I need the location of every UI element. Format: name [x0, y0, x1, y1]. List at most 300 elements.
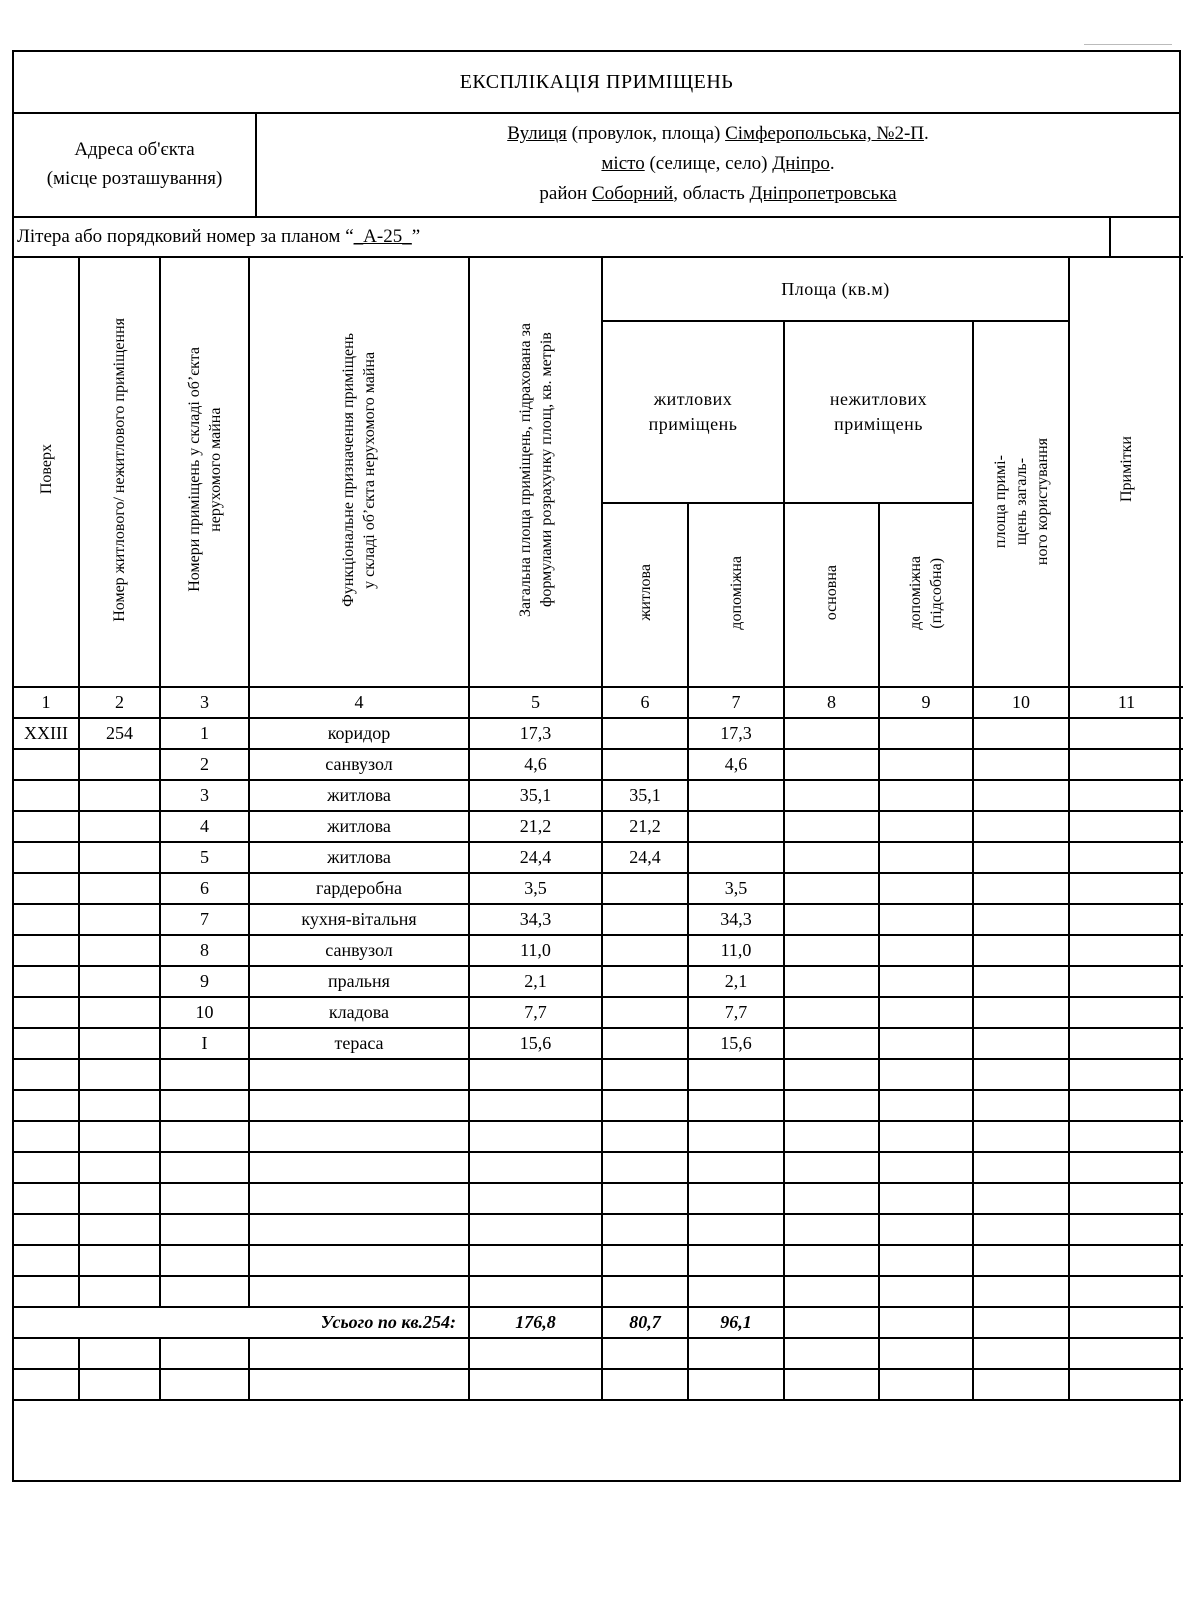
city-end: .: [829, 153, 835, 174]
cell-floor: [14, 749, 79, 780]
address-label: [14, 112, 257, 218]
cell-empty: [784, 1369, 879, 1400]
cell-empty: [879, 1245, 973, 1276]
cell-premise: [79, 749, 160, 780]
cell-empty: [879, 842, 973, 873]
cell-empty: [14, 1183, 79, 1214]
cell-empty: [973, 718, 1069, 749]
header-function: Функціональне призначення приміщень у складі об’єкта нерухомого майна: [249, 257, 469, 687]
cell-empty: [160, 1338, 249, 1369]
cell-empty: [79, 1183, 160, 1214]
cell-empty: [1069, 718, 1183, 749]
cell-empty: [784, 966, 879, 997]
cell-function: тераса: [249, 1028, 469, 1059]
cell-empty: [602, 1059, 688, 1090]
cell-empty: [14, 1059, 79, 1090]
cell-empty: [973, 966, 1069, 997]
cell-empty: [602, 1338, 688, 1369]
table-row: [14, 935, 1183, 966]
col-number: 3: [160, 687, 249, 718]
cell-living: [602, 966, 688, 997]
cell-empty: [79, 1121, 160, 1152]
cell-empty: [469, 1276, 602, 1307]
cell-empty: [602, 1369, 688, 1400]
cell-empty: [784, 749, 879, 780]
cell-empty: [1069, 1028, 1183, 1059]
cell-empty: [1069, 749, 1183, 780]
cell-premise: [79, 935, 160, 966]
cell-aux: 11,0: [688, 935, 784, 966]
explication-table: [14, 256, 1183, 1401]
cell-total: 2,1: [469, 966, 602, 997]
district-prefix: район: [539, 183, 592, 204]
cell-empty: [784, 1276, 879, 1307]
cell-empty: [879, 811, 973, 842]
cell-room: 5: [160, 842, 249, 873]
cell-empty: [469, 1338, 602, 1369]
cell-living: [602, 718, 688, 749]
header-premise-number: Номер житлового/ нежитлового приміщення: [79, 257, 160, 687]
cell-empty: [1069, 1121, 1183, 1152]
cell-empty: [160, 1245, 249, 1276]
cell-empty: [973, 842, 1069, 873]
cell-floor: [14, 935, 79, 966]
cell-floor: [14, 1028, 79, 1059]
blank-row: [14, 1276, 1183, 1307]
table-row: [14, 997, 1183, 1028]
cell-empty: [249, 1276, 469, 1307]
cell-function: санвузол: [249, 749, 469, 780]
cell-empty: [973, 1059, 1069, 1090]
address-city-line: [601, 149, 834, 179]
cell-empty: [160, 1276, 249, 1307]
cell-empty: [1069, 997, 1183, 1028]
cell-total: 15,6: [469, 1028, 602, 1059]
cell-empty: [784, 935, 879, 966]
cell-empty: [14, 1214, 79, 1245]
cell-empty: [973, 1152, 1069, 1183]
cell-empty: [1069, 1276, 1183, 1307]
cell-total: 3,5: [469, 873, 602, 904]
cell-empty: [784, 718, 879, 749]
cell-empty: [973, 904, 1069, 935]
cell-empty: [249, 1338, 469, 1369]
cell-empty: [879, 718, 973, 749]
totals-label: Усього по кв.254:: [14, 1307, 469, 1338]
cell-empty: [784, 1152, 879, 1183]
cell-empty: [160, 1183, 249, 1214]
cell-function: житлова: [249, 842, 469, 873]
col-number: 6: [602, 687, 688, 718]
cell-empty: [688, 1090, 784, 1121]
cell-floor: [14, 997, 79, 1028]
cell-living: [602, 1028, 688, 1059]
address-street-line: [507, 119, 929, 149]
header-notes: Примітки: [1069, 257, 1183, 687]
cell-empty: [784, 997, 879, 1028]
address-value: [257, 112, 1179, 218]
cell-empty: [1069, 1369, 1183, 1400]
cell-empty: [784, 1183, 879, 1214]
cell-premise: [79, 997, 160, 1028]
cell-empty: [879, 1276, 973, 1307]
cell-empty: [784, 1121, 879, 1152]
totals-row: [14, 1307, 1183, 1338]
cell-empty: [1069, 904, 1183, 935]
cell-floor: XXIII: [14, 718, 79, 749]
header-floor: Поверх: [14, 257, 79, 687]
cell-empty: [14, 1276, 79, 1307]
totals-living: 80,7: [602, 1307, 688, 1338]
cell-function: пральня: [249, 966, 469, 997]
cell-empty: [469, 1059, 602, 1090]
cell-empty: [602, 1121, 688, 1152]
cell-empty: [602, 1276, 688, 1307]
cell-living: 24,4: [602, 842, 688, 873]
cell-empty: [14, 1369, 79, 1400]
cell-empty: [688, 1152, 784, 1183]
blank-row: [14, 1338, 1183, 1369]
cell-empty: [688, 1276, 784, 1307]
header-auxiliary: допоміжна: [688, 503, 784, 687]
header-room-number: Номери приміщень у складі об’єкта нерухомого майна: [160, 257, 249, 687]
street-end: .: [924, 123, 929, 144]
cell-empty: [160, 1152, 249, 1183]
cell-empty: [469, 1369, 602, 1400]
blank-row: [14, 1059, 1183, 1090]
cell-empty: [973, 935, 1069, 966]
cell-room: 8: [160, 935, 249, 966]
cell-living: [602, 749, 688, 780]
cell-empty: [79, 1276, 160, 1307]
header-nonresidential: нежитлових приміщень: [784, 321, 973, 503]
cell-function: кладова: [249, 997, 469, 1028]
cell-empty: [1069, 1152, 1183, 1183]
cell-empty: [973, 1245, 1069, 1276]
cell-empty: [784, 1059, 879, 1090]
cell-room: 3: [160, 780, 249, 811]
cell-premise: [79, 904, 160, 935]
cell-empty: [1069, 873, 1183, 904]
explication-sheet: [12, 50, 1181, 1482]
cell-empty: [469, 1245, 602, 1276]
cell-aux: 2,1: [688, 966, 784, 997]
street-label: Вулиця: [507, 123, 567, 144]
street-value: Сімферопольська, №2-П: [725, 123, 925, 144]
cell-empty: [602, 1214, 688, 1245]
cell-empty: [784, 1214, 879, 1245]
table-row: [14, 780, 1183, 811]
header-total-area: Загальна площа приміщень, підрахована за формулами розрахунку площ, кв. метрів: [469, 257, 602, 687]
cell-empty: [879, 1028, 973, 1059]
column-numbers-row: [14, 687, 1183, 718]
cell-empty: [469, 1152, 602, 1183]
cell-empty: [79, 1369, 160, 1400]
cell-floor: [14, 904, 79, 935]
cell-total: 7,7: [469, 997, 602, 1028]
cell-living: [602, 935, 688, 966]
cell-empty: [879, 1121, 973, 1152]
cell-empty: [14, 1338, 79, 1369]
cell-total: 11,0: [469, 935, 602, 966]
cell-empty: [973, 1214, 1069, 1245]
cell-total: 35,1: [469, 780, 602, 811]
blank-row: [14, 1183, 1183, 1214]
address-district-line: [539, 179, 896, 209]
cell-function: гардеробна: [249, 873, 469, 904]
cell-empty: [784, 842, 879, 873]
cell-empty: [688, 1369, 784, 1400]
city-rest: (селище, село): [644, 153, 773, 174]
cell-empty: [973, 1121, 1069, 1152]
table-row: [14, 966, 1183, 997]
cell-aux: [688, 811, 784, 842]
cell-empty: [249, 1121, 469, 1152]
cell-empty: [973, 1338, 1069, 1369]
table-row: [14, 873, 1183, 904]
cell-empty: [973, 1183, 1069, 1214]
cell-empty: [879, 1152, 973, 1183]
cell-premise: [79, 966, 160, 997]
cell-empty: [784, 1028, 879, 1059]
cell-function: коридор: [249, 718, 469, 749]
cell-empty: [784, 873, 879, 904]
cell-room: I: [160, 1028, 249, 1059]
cell-floor: [14, 780, 79, 811]
cell-empty: [14, 1152, 79, 1183]
cell-empty: [879, 1338, 973, 1369]
cell-empty: [1069, 935, 1183, 966]
col-number: 9: [879, 687, 973, 718]
city-value: Дніпро: [772, 153, 830, 174]
cell-empty: [249, 1152, 469, 1183]
cell-empty: [160, 1214, 249, 1245]
cell-empty: [879, 1059, 973, 1090]
cell-empty: [469, 1121, 602, 1152]
cell-living: 21,2: [602, 811, 688, 842]
region-value: Дніпропетровська: [749, 183, 897, 204]
cell-premise: [79, 780, 160, 811]
cell-empty: [1069, 1245, 1183, 1276]
cell-empty: [79, 1245, 160, 1276]
cell-empty: [879, 873, 973, 904]
cell-empty: [879, 1183, 973, 1214]
cell-empty: [973, 780, 1069, 811]
cell-living: 35,1: [602, 780, 688, 811]
cell-empty: [160, 1369, 249, 1400]
blank-row: [14, 1369, 1183, 1400]
blank-row: [14, 1214, 1183, 1245]
col-number: 2: [79, 687, 160, 718]
cell-floor: [14, 966, 79, 997]
header-main: основна: [784, 503, 879, 687]
cell-empty: [79, 1214, 160, 1245]
cell-empty: [1069, 1059, 1183, 1090]
cell-room: 1: [160, 718, 249, 749]
scan-mark: [1084, 44, 1172, 45]
litera-prefix: Літера або порядковий номер за планом “: [17, 226, 354, 247]
street-rest: (провулок, площа): [566, 123, 726, 144]
cell-premise: [79, 873, 160, 904]
cell-empty: [1069, 1214, 1183, 1245]
cell-empty: [1069, 1183, 1183, 1214]
litera-suffix: ”: [411, 226, 421, 247]
col-number: 10: [973, 687, 1069, 718]
col-number: 7: [688, 687, 784, 718]
blank-row: [14, 1245, 1183, 1276]
cell-function: житлова: [249, 780, 469, 811]
cell-room: 9: [160, 966, 249, 997]
cell-aux: 4,6: [688, 749, 784, 780]
cell-total: 21,2: [469, 811, 602, 842]
cell-empty: [79, 1338, 160, 1369]
address-label-line1: Адреса об'єкта: [74, 139, 195, 160]
totals-total: 176,8: [469, 1307, 602, 1338]
blank-row: [14, 1090, 1183, 1121]
cell-room: 10: [160, 997, 249, 1028]
cell-function: санвузол: [249, 935, 469, 966]
cell-empty: [1069, 780, 1183, 811]
cell-empty: [784, 780, 879, 811]
cell-empty: [879, 1214, 973, 1245]
cell-empty: [249, 1090, 469, 1121]
blank-row: [14, 1121, 1183, 1152]
litera-line: [14, 218, 1111, 256]
cell-empty: [469, 1214, 602, 1245]
col-number: 11: [1069, 687, 1183, 718]
cell-empty: [879, 997, 973, 1028]
city-label: місто: [601, 153, 645, 174]
header-residential: житлових приміщень: [602, 321, 784, 503]
cell-empty: [160, 1059, 249, 1090]
cell-empty: [79, 1152, 160, 1183]
header-area: Площа (кв.м): [602, 257, 1069, 321]
cell-empty: [79, 1059, 160, 1090]
cell-empty: [1069, 811, 1183, 842]
cell-empty: [784, 1338, 879, 1369]
cell-empty: [469, 1090, 602, 1121]
cell-empty: [14, 1121, 79, 1152]
cell-function: кухня-вітальня: [249, 904, 469, 935]
cell-empty: [249, 1183, 469, 1214]
col-number: 1: [14, 687, 79, 718]
blank-row: [14, 1152, 1183, 1183]
cell-room: 4: [160, 811, 249, 842]
cell-empty: [973, 1369, 1069, 1400]
col-number: 5: [469, 687, 602, 718]
table-row: [14, 1028, 1183, 1059]
cell-empty: [160, 1090, 249, 1121]
document-title: ЕКСПЛІКАЦІЯ ПРИМІЩЕНЬ: [14, 52, 1179, 114]
table-row: [14, 749, 1183, 780]
cell-floor: [14, 842, 79, 873]
cell-aux: [688, 780, 784, 811]
cell-empty: [249, 1369, 469, 1400]
cell-empty: [602, 1245, 688, 1276]
cell-empty: [602, 1152, 688, 1183]
header-aux-utility: допоміжна (підсобна): [879, 503, 973, 687]
cell-empty: [879, 749, 973, 780]
cell-empty: [688, 1245, 784, 1276]
cell-empty: [1069, 966, 1183, 997]
cell-empty: [602, 1183, 688, 1214]
cell-empty: [602, 1090, 688, 1121]
cell-premise: [79, 1028, 160, 1059]
litera-value: _А-25_: [353, 226, 412, 247]
cell-empty: [1069, 1090, 1183, 1121]
cell-empty: [14, 1245, 79, 1276]
cell-living: [602, 873, 688, 904]
cell-total: 34,3: [469, 904, 602, 935]
cell-empty: [879, 966, 973, 997]
cell-total: 24,4: [469, 842, 602, 873]
district-value: Соборний: [591, 183, 674, 204]
cell-total: 17,3: [469, 718, 602, 749]
cell-premise: [79, 842, 160, 873]
address-label-line2: (місце розташування): [46, 168, 223, 189]
cell-empty: [688, 1121, 784, 1152]
cell-empty: [1069, 1338, 1183, 1369]
cell-empty: [973, 1028, 1069, 1059]
cell-living: [602, 997, 688, 1028]
cell-empty: [1069, 842, 1183, 873]
table-row: [14, 811, 1183, 842]
cell-empty: [973, 749, 1069, 780]
header-living: житлова: [602, 503, 688, 687]
table-row: [14, 904, 1183, 935]
col-number: 4: [249, 687, 469, 718]
cell-premise: 254: [79, 718, 160, 749]
cell-aux: 34,3: [688, 904, 784, 935]
cell-living: [602, 904, 688, 935]
cell-aux: 7,7: [688, 997, 784, 1028]
cell-empty: [973, 811, 1069, 842]
table-row: [14, 842, 1183, 873]
cell-empty: [879, 1090, 973, 1121]
cell-aux: 15,6: [688, 1028, 784, 1059]
cell-empty: [973, 997, 1069, 1028]
header-common-use: площа примі- щень загаль- ного користування: [973, 321, 1069, 687]
cell-empty: [249, 1059, 469, 1090]
cell-empty: [688, 1214, 784, 1245]
cell-empty: [249, 1245, 469, 1276]
cell-empty: [784, 1090, 879, 1121]
cell-empty: [973, 1090, 1069, 1121]
cell-room: 6: [160, 873, 249, 904]
cell-empty: [469, 1183, 602, 1214]
table-row: [14, 718, 1183, 749]
cell-empty: [688, 1338, 784, 1369]
cell-total: 4,6: [469, 749, 602, 780]
cell-floor: [14, 873, 79, 904]
cell-empty: [784, 1245, 879, 1276]
cell-aux: 3,5: [688, 873, 784, 904]
cell-empty: [688, 1183, 784, 1214]
cell-empty: [784, 904, 879, 935]
cell-empty: [879, 935, 973, 966]
cell-empty: [879, 1369, 973, 1400]
cell-floor: [14, 811, 79, 842]
cell-room: 2: [160, 749, 249, 780]
cell-empty: [784, 811, 879, 842]
cell-empty: [973, 873, 1069, 904]
cell-empty: [79, 1090, 160, 1121]
col-number: 8: [784, 687, 879, 718]
cell-empty: [973, 1276, 1069, 1307]
cell-empty: [879, 904, 973, 935]
cell-empty: [688, 1059, 784, 1090]
cell-empty: [14, 1090, 79, 1121]
